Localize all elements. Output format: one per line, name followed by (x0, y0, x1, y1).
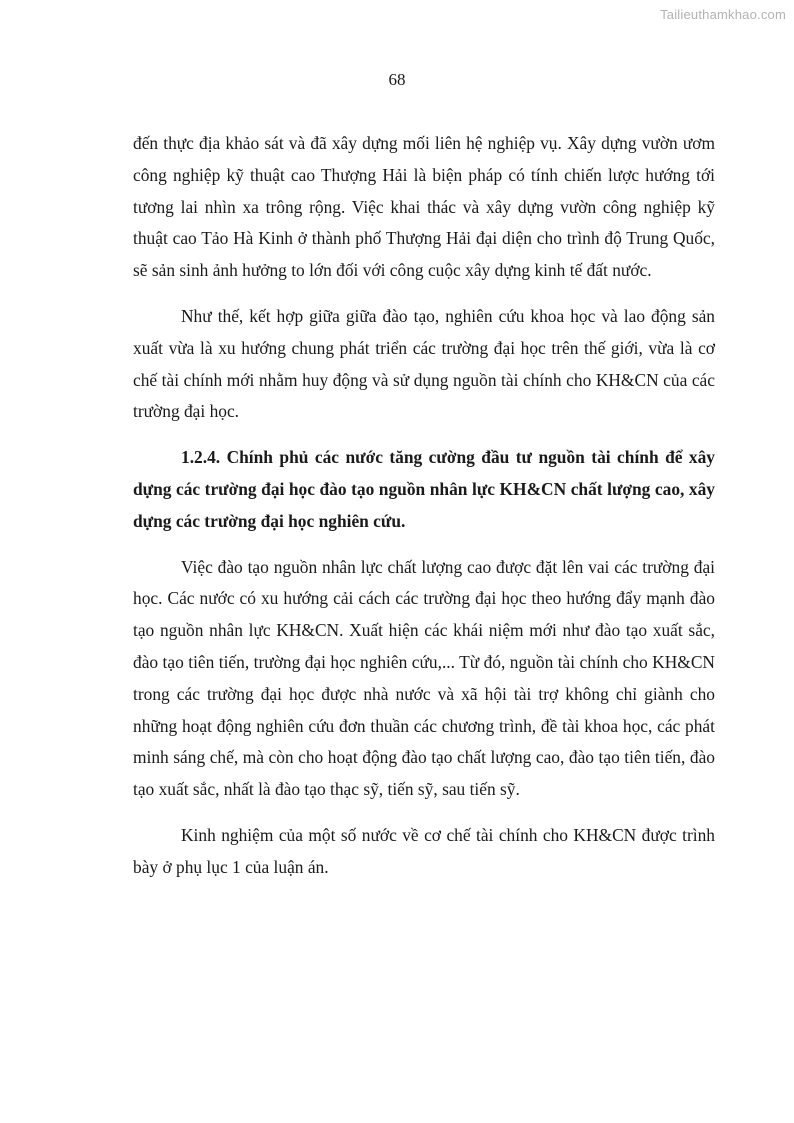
paragraph: Kinh nghiệm của một số nước về cơ chế tài chính cho KH&CN được trình bày ở phụ lục 1 của luận án. (133, 824, 715, 877)
document-body (133, 128, 715, 898)
watermark: Tailieuthamkhao.com (660, 7, 786, 22)
section-heading: 1.2.4. Chính phủ các nước tăng cường đầu tư nguồn tài chính để xây dựng các trường đại học đào tạo nguồn nhân lực KH&CN chất lượng cao, xây dựng các trường đại học nghiên cứu. (133, 447, 715, 531)
page-number: 68 (388, 70, 406, 89)
paragraph-continuation: đến thực địa khảo sát và đã xây dựng mối liên hệ nghiệp vụ. Xây dựng vườn ươm công nghiệp kỹ thuật cao Thượng Hải là biện pháp có tính chiến lược hướng tới tương lai nhìn xa trông rộng. Việc khai thác và xây dựng vườn công nghiệp kỹ thuật cao Tảo Hà Kinh ở thành phố Thượng Hải đại diện cho trình độ Trung Quốc, sẽ sản sinh ảnh hưởng to lớn đối với công cuộc xây dựng kinh tế đất nước. (133, 133, 715, 281)
paragraph: Việc đào tạo nguồn nhân lực chất lượng cao được đặt lên vai các trường đại học. Các nước có xu hướng cải cách các trường đại học theo hướng đẩy mạnh đào tạo nguồn nhân lực KH&CN. Xuất hiện các khái niệm mới như đào tạo xuất sắc, đào tạo tiên tiến, trường đại học nghiên cứu,... Từ đó, nguồn tài chính cho KH&CN trong các trường đại học được nhà nước và xã hội tài trợ không chỉ giành cho những hoạt động nghiên cứu đơn thuần các chương trình, đề tài khoa học, các phát minh sáng chế, mà còn cho hoạt động đào tạo chất lượng cao, đào tạo tiên tiến, đào tạo xuất sắc, nhất là đào tạo thạc sỹ, tiến sỹ, sau tiến sỹ. (133, 556, 715, 800)
paragraph: Như thế, kết hợp giữa giữa đào tạo, nghiên cứu khoa học và lao động sản xuất vừa là xu hướng chung phát triển các trường đại học trên thế giới, vừa là cơ chế tài chính mới nhằm huy động và sử dụng nguồn tài chính cho KH&CN của các trường đại học. (133, 305, 715, 422)
